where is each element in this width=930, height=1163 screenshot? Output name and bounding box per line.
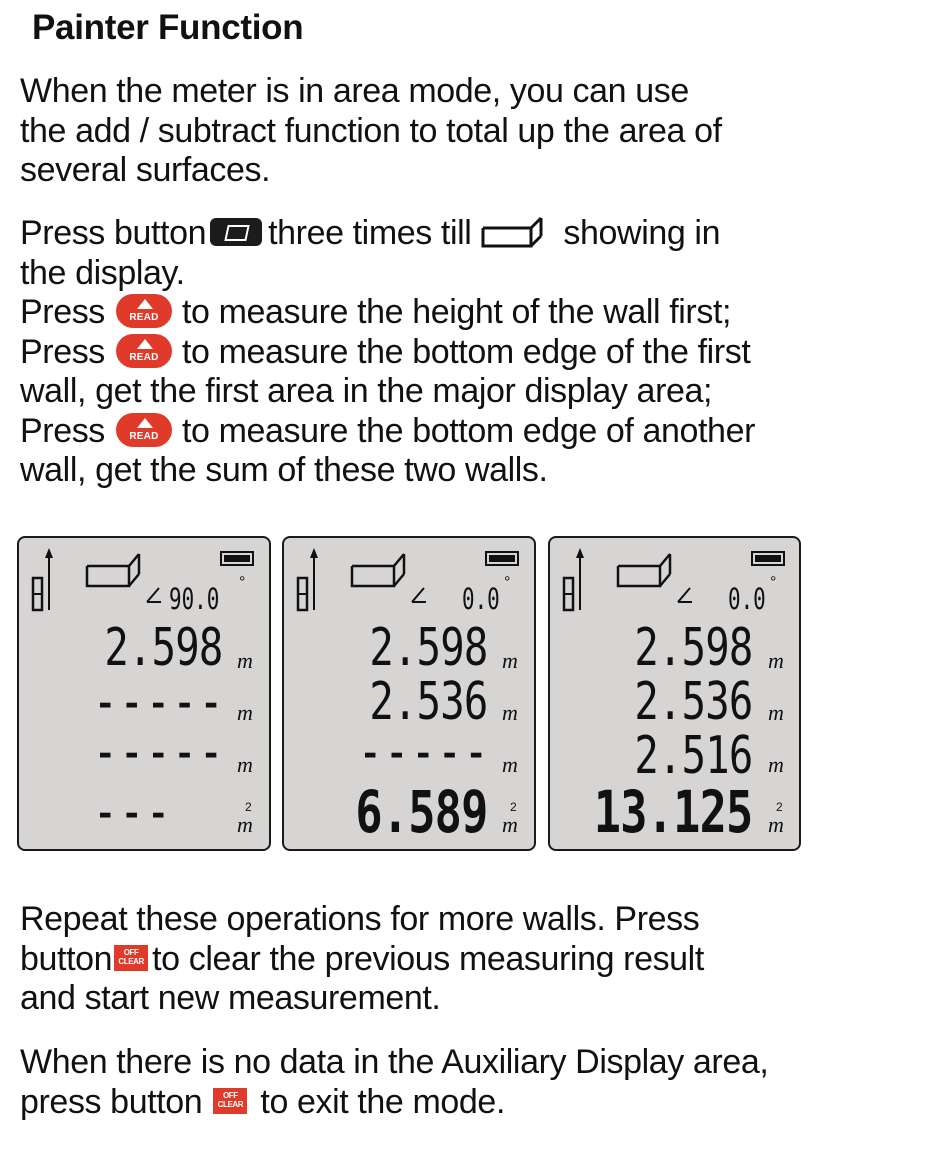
lcd-row-1: 2.598 bbox=[369, 618, 488, 678]
read-button-icon: READ bbox=[116, 413, 172, 447]
step-line bbox=[20, 333, 755, 373]
lcd-display-2 bbox=[282, 536, 536, 851]
page-title: Painter Function bbox=[32, 8, 304, 47]
step-line bbox=[20, 293, 755, 333]
read-button-icon: READ bbox=[116, 294, 172, 328]
step-line: wall, get the sum of these two walls. bbox=[20, 451, 548, 489]
unit-label: m bbox=[237, 648, 253, 673]
steps-paragraph bbox=[20, 214, 755, 491]
step-line: wall, get the first area in the major display area; bbox=[20, 372, 713, 410]
lcd-row-1: 2.598 bbox=[634, 618, 753, 678]
tilt-angle: 0.0 bbox=[462, 582, 500, 616]
step-text: to measure the height of the wall first; bbox=[181, 293, 732, 331]
step-text: three times till bbox=[268, 214, 472, 252]
lcd-main-value: --- bbox=[95, 794, 175, 834]
read-button-icon: READ bbox=[116, 334, 172, 368]
lcd-main-value: 6.589 bbox=[355, 778, 488, 846]
exit-line: When there is no data in the Auxiliary Display area, bbox=[20, 1043, 769, 1081]
unit-label: m bbox=[502, 752, 518, 777]
exit-paragraph bbox=[20, 1043, 768, 1122]
unit-label: m bbox=[502, 648, 518, 673]
unit-label: m bbox=[237, 812, 253, 837]
step-text: Press button bbox=[20, 214, 207, 252]
lcd-display-1 bbox=[17, 536, 271, 851]
step-text: to measure the bottom edge of another bbox=[181, 411, 755, 450]
intro-line: the add / subtract function to total up the area of bbox=[20, 111, 722, 150]
lcd-main-value: 13.125 bbox=[594, 778, 753, 846]
area-exponent: 2 bbox=[776, 800, 783, 814]
step-text: to measure the bottom edge of the first bbox=[181, 332, 751, 371]
repeat-text: button bbox=[20, 939, 113, 978]
area-mode-button-icon bbox=[210, 218, 262, 246]
step-line bbox=[20, 214, 755, 254]
repeat-line: and start new measurement. bbox=[20, 979, 441, 1017]
off-clear-button-icon: OFF CLEAR bbox=[114, 945, 148, 971]
unit-label: m bbox=[237, 752, 253, 777]
unit-label: m bbox=[502, 700, 518, 725]
repeat-paragraph bbox=[20, 900, 704, 1019]
lcd-row-2: 2.536 bbox=[634, 672, 753, 732]
off-clear-button-icon: OFF CLEAR bbox=[213, 1088, 247, 1114]
repeat-line: Repeat these operations for more walls. Press bbox=[20, 900, 700, 938]
unit-label: m bbox=[768, 648, 784, 673]
exit-line bbox=[20, 1083, 768, 1123]
area-exponent: 2 bbox=[245, 800, 252, 814]
step-line bbox=[20, 412, 755, 452]
step-text: Press bbox=[20, 293, 105, 331]
unit-label: m bbox=[768, 812, 784, 837]
intro-paragraph bbox=[20, 72, 722, 191]
lcd-row-2: ----- bbox=[95, 684, 228, 724]
lcd-row-3: 2.516 bbox=[634, 726, 753, 786]
step-line: the display. bbox=[20, 253, 185, 292]
repeat-line bbox=[20, 940, 704, 980]
tilt-angle: 90.0 bbox=[169, 582, 220, 616]
intro-line: several surfaces. bbox=[20, 151, 271, 189]
unit-label: m bbox=[768, 752, 784, 777]
lcd-display-3 bbox=[548, 536, 801, 851]
intro-line: When the meter is in area mode, you can use bbox=[20, 72, 689, 110]
tilt-angle: 0.0 bbox=[728, 582, 766, 616]
unit-label: m bbox=[768, 700, 784, 725]
lcd-row-3: ----- bbox=[360, 734, 493, 774]
degree-symbol: ° bbox=[239, 574, 246, 591]
unit-label: m bbox=[237, 700, 253, 725]
exit-text: to exit the mode. bbox=[260, 1082, 505, 1121]
wall-area-icon bbox=[479, 214, 549, 250]
lcd-row-2: 2.536 bbox=[369, 672, 488, 732]
exit-text: press button bbox=[20, 1082, 203, 1121]
step-text: Press bbox=[20, 332, 105, 371]
area-exponent: 2 bbox=[510, 800, 517, 814]
degree-symbol: ° bbox=[770, 574, 777, 591]
repeat-text: to clear the previous measuring result bbox=[152, 939, 704, 978]
step-text: showing in bbox=[563, 214, 721, 252]
step-text: Press bbox=[20, 411, 105, 450]
degree-symbol: ° bbox=[504, 574, 511, 591]
lcd-row-1: 2.598 bbox=[104, 618, 223, 678]
unit-label: m bbox=[502, 812, 518, 837]
lcd-row-3: ----- bbox=[95, 734, 228, 774]
